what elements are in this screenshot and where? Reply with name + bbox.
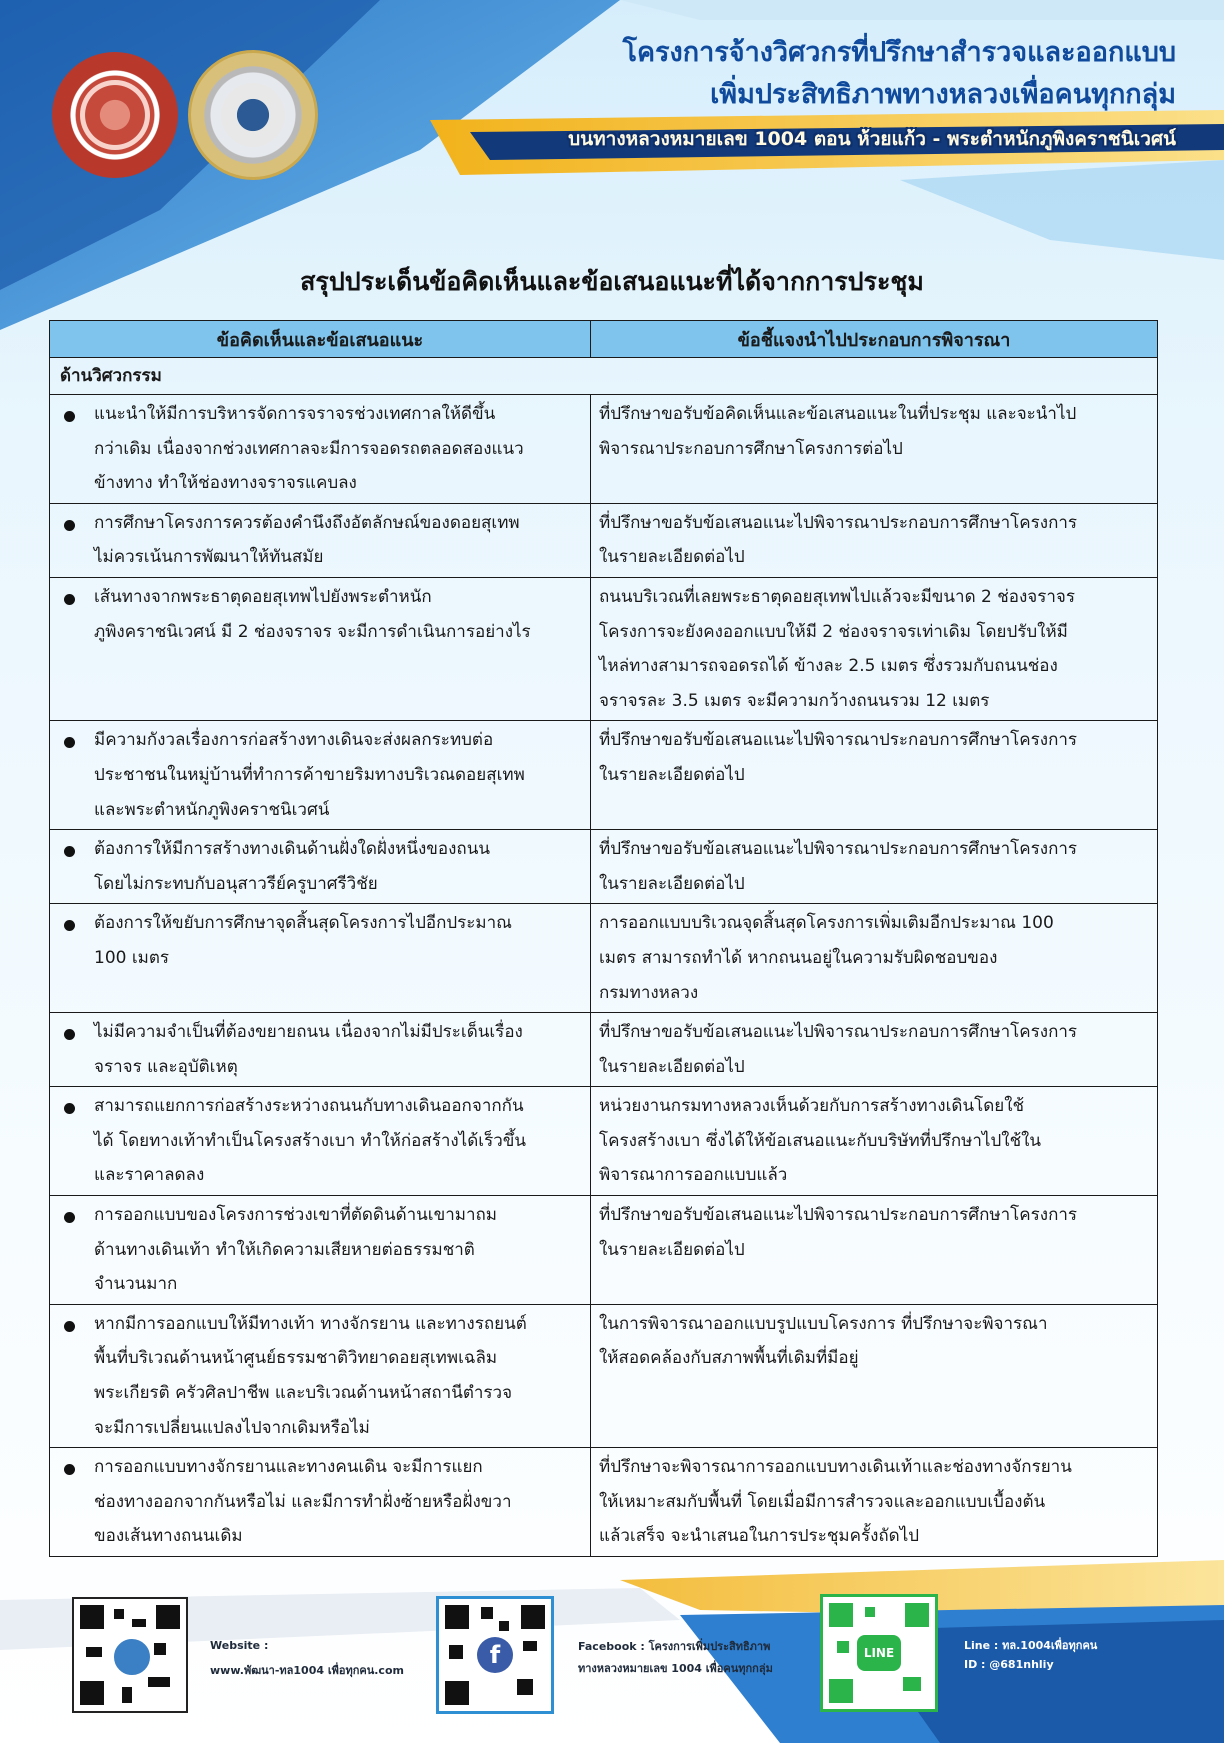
facebook-label: Facebook : โครงการเพิ่มประสิทธิภาพ (578, 1640, 771, 1653)
response-line: ที่ปรึกษาขอรับข้อเสนอแนะไปพิจารณาประกอบการศึกษาโครงการ (599, 1022, 1078, 1043)
response-line: ถนนบริเวณที่เลยพระธาตุดอยสุเทพไปแล้วจะมีขนาด 2 ช่องจราจร (599, 586, 1076, 607)
response-line: ในรายละเอียดต่อไป (599, 873, 745, 894)
comment-line: โดยไม่กระทบกับอนุสาวรีย์ครูบาศรีวิชัย (94, 873, 378, 894)
website-url[interactable]: www.พัฒนา-ทล1004 เพื่อทุกคน.com (210, 1664, 404, 1677)
response-cell (591, 577, 1158, 720)
response-cell (591, 1087, 1158, 1196)
department-seal-logo (52, 52, 178, 178)
response-cell (591, 1196, 1158, 1305)
comment-cell (50, 395, 591, 504)
response-line: การออกแบบบริเวณจุดสิ้นสุดโครงการเพิ่มเติมอีกประมาณ 100 (599, 913, 1054, 934)
comment-cell (50, 1013, 591, 1087)
table-row (50, 395, 1158, 504)
response-line: ในรายละเอียดต่อไป (599, 1056, 745, 1077)
comment-line: ข้างทาง ทำให้ช่องทางจราจรแคบลง (94, 473, 357, 494)
response-line: ในรายละเอียดต่อไป (599, 547, 745, 568)
comment-cell (50, 1196, 591, 1305)
document-heading: สรุปประเด็นข้อคิดเห็นและข้อเสนอแนะที่ได้จากการประชุม (300, 267, 924, 296)
comment-line: กว่าเดิม เนื่องจากช่วงเทศกาลจะมีการจอดรถตลอดสองแนว (94, 438, 524, 459)
line-label: Line : ทล.1004เพื่อทุกคน (964, 1639, 1098, 1652)
section-row (50, 358, 1158, 395)
bullet-icon (64, 920, 75, 931)
comment-line: และพระตำหนักภูพิงคราชนิเวศน์ (94, 799, 330, 820)
bullet-icon (64, 1212, 75, 1223)
comment-line: ประชาชนในหมู่บ้านที่ทำการค้าขายริมทางบริเวณดอยสุเทพ (94, 764, 525, 785)
facebook-icon: f (477, 1637, 513, 1673)
website-label: Website : (210, 1639, 269, 1652)
response-line: ในรายละเอียดต่อไป (599, 1239, 745, 1260)
bullet-icon (64, 846, 75, 857)
line-qr-code[interactable] (820, 1594, 938, 1712)
table-row (50, 577, 1158, 720)
response-line: ที่ปรึกษาขอรับข้อเสนอแนะไปพิจารณาประกอบการศึกษาโครงการ (599, 512, 1078, 533)
table-row (50, 904, 1158, 1013)
comment-cell (50, 1304, 591, 1447)
response-line: เมตร สามารถทำได้ หากถนนอยู่ในความรับผิดชอบของ (599, 947, 998, 968)
response-line: ที่ปรึกษาขอรับข้อเสนอแนะไปพิจารณาประกอบการศึกษาโครงการ (599, 839, 1078, 860)
summary-table (49, 320, 1158, 1557)
line-app-icon: LINE (857, 1635, 901, 1671)
response-line: ที่ปรึกษาจะพิจารณาการออกแบบทางเดินเท้าและช่องทางจักรยาน (599, 1457, 1072, 1478)
comment-line: จะมีการเปลี่ยนแปลงไปจากเดิมหรือไม่ (94, 1417, 370, 1438)
comment-line: แนะนำให้มีการบริหารจัดการจราจรช่วงเทศกาลให้ดีขึ้น (94, 404, 496, 424)
response-line: จราจรละ 3.5 เมตร จะมีความกว้างถนนรวม 12 เมตร (599, 690, 990, 711)
response-cell (591, 395, 1158, 504)
table-row (50, 830, 1158, 904)
bullet-icon (64, 520, 75, 531)
table-row (50, 1087, 1158, 1196)
comment-cell (50, 503, 591, 577)
response-line: ให้สอดคล้องกับสภาพพื้นที่เดิมที่มีอยู่ (599, 1348, 859, 1369)
response-line: แล้วเสร็จ จะนำเสนอในการประชุมครั้งถัดไป (599, 1526, 920, 1547)
table-header-row (50, 321, 1158, 358)
facebook-qr-code[interactable] (436, 1596, 554, 1714)
response-line: พิจารณาประกอบการศึกษาโครงการต่อไป (599, 438, 903, 459)
comment-line: ต้องการให้มีการสร้างทางเดินด้านฝั่งใดฝั่งหนึ่งของถนน (94, 839, 490, 860)
comment-line: และราคาลดลง (94, 1165, 205, 1186)
facebook-page-name[interactable]: ทางหลวงหมายเลข 1004 เพื่อคนทุกกลุ่ม (578, 1662, 773, 1675)
comment-line: ของเส้นทางถนนเดิม (94, 1526, 243, 1547)
comment-line: จำนวนมาก (94, 1274, 178, 1295)
comment-line: ได้ โดยทางเท้าทำเป็นโครงสร้างเบา ทำให้ก่อสร้างได้เร็วขึ้น (94, 1130, 526, 1151)
comment-cell (50, 577, 591, 720)
bullet-icon (64, 737, 75, 748)
response-line: ที่ปรึกษาขอรับข้อเสนอแนะไปพิจารณาประกอบการศึกษาโครงการ (599, 730, 1078, 751)
response-cell (591, 721, 1158, 830)
response-line: พิจารณาการออกแบบแล้ว (599, 1165, 788, 1186)
table-row (50, 1196, 1158, 1305)
project-title-line2: เพิ่มประสิทธิภาพทางหลวงเพื่อคนทุกกลุ่ม (710, 79, 1176, 110)
response-cell (591, 1448, 1158, 1557)
response-cell (591, 1304, 1158, 1447)
comment-line: หากมีการออกแบบให้มีทางเท้า ทางจักรยาน และทางรถยนต์ (94, 1313, 527, 1334)
response-line: ในรายละเอียดต่อไป (599, 764, 745, 785)
response-line: ที่ปรึกษาขอรับข้อเสนอแนะไปพิจารณาประกอบการศึกษาโครงการ (599, 1205, 1078, 1226)
comment-line: เส้นทางจากพระธาตุดอยสุเทพไปยังพระตำหนัก (94, 586, 432, 607)
comment-line: การศึกษาโครงการควรต้องคำนึงถึงอัตลักษณ์ของดอยสุเทพ (94, 512, 520, 533)
highways-department-logo (188, 50, 318, 180)
comment-line: พื้นที่บริเวณด้านหน้าศูนย์ธรรมชาติวิทยาดอยสุเทพเฉลิม (94, 1348, 498, 1369)
table-row (50, 721, 1158, 830)
table-row (50, 1448, 1158, 1557)
website-qr-code[interactable] (72, 1597, 188, 1713)
response-cell (591, 503, 1158, 577)
comment-cell (50, 1448, 591, 1557)
bullet-icon (64, 594, 75, 605)
comment-line: ภูพิงคราชนิเวศน์ มี 2 ช่องจราจร จะมีการดำเนินการอย่างไร (94, 621, 531, 642)
summary-table-container (49, 320, 1157, 1557)
bullet-icon (64, 1464, 75, 1475)
section-label: ด้านวิศวกรรม (50, 358, 1158, 395)
bullet-icon (64, 1029, 75, 1040)
bullet-icon (64, 1321, 75, 1332)
comment-cell (50, 904, 591, 1013)
bullet-icon (64, 1103, 75, 1114)
comment-line: 100 เมตร (94, 947, 170, 968)
comment-cell (50, 721, 591, 830)
comment-line: ไม่ควรเน้นการพัฒนาให้ทันสมัย (94, 547, 324, 568)
comment-line: การออกแบบของโครงการช่วงเขาที่ตัดดินด้านเขามาถม (94, 1205, 498, 1226)
response-line: ที่ปรึกษาขอรับข้อคิดเห็นและข้อเสนอแนะในที่ประชุม และจะนำไป (599, 404, 1077, 424)
column-header-comments: ข้อคิดเห็นและข้อเสนอแนะ (50, 321, 591, 358)
comment-line: มีความกังวลเรื่องการก่อสร้างทางเดินจะส่งผลกระทบต่อ (94, 730, 494, 751)
response-cell (591, 830, 1158, 904)
response-line: กรมทางหลวง (599, 982, 699, 1003)
table-row (50, 1304, 1158, 1447)
bullet-icon (64, 411, 75, 422)
table-row (50, 503, 1158, 577)
response-cell (591, 1013, 1158, 1087)
comment-line: ไม่มีความจำเป็นที่ต้องขยายถนน เนื่องจากไม่มีประเด็นเรื่อง (94, 1022, 523, 1043)
response-cell (591, 904, 1158, 1013)
comment-line: ช่องทางออกจากกันหรือไม่ และมีการทำฝั่งซ้ายหรือฝั่งขวา (94, 1491, 512, 1512)
project-subtitle: บนทางหลวงหมายเลข 1004 ตอน ห้วยแก้ว - พระตำหนักภูพิงคราชนิเวศน์ (568, 128, 1176, 150)
comment-line: สามารถแยกการก่อสร้างระหว่างถนนกับทางเดินออกจากกัน (94, 1096, 524, 1117)
response-line: หน่วยงานกรมทางหลวงเห็นด้วยกับการสร้างทางเดินโดยใช้ (599, 1096, 1025, 1117)
response-line: โครงสร้างเบา ซึ่งได้ให้ข้อเสนอแนะกับบริษัทที่ปรึกษาไปใช้ใน (599, 1130, 1042, 1151)
column-header-responses: ข้อชี้แจงนำไปประกอบการพิจารณา (591, 321, 1158, 358)
comment-line: ด้านทางเดินเท้า ทำให้เกิดความเสียหายต่อธรรมชาติ (94, 1239, 475, 1260)
table-row (50, 1013, 1158, 1087)
comment-line: ต้องการให้ขยับการศึกษาจุดสิ้นสุดโครงการไปอีกประมาณ (94, 913, 512, 934)
project-title-line1: โครงการจ้างวิศวกรที่ปรึกษาสำรวจและออกแบบ (622, 37, 1176, 68)
comment-line: จราจร และอุบัติเหตุ (94, 1056, 238, 1077)
line-id[interactable]: ID : @681nhliy (964, 1658, 1054, 1671)
response-line: ให้เหมาะสมกับพื้นที่ โดยเมื่อมีการสำรวจและออกแบบเบื้องต้น (599, 1491, 1046, 1512)
response-line: โครงการจะยังคงออกแบบให้มี 2 ช่องจราจรเท่าเดิม โดยปรับให้มี (599, 621, 1068, 642)
globe-icon (112, 1637, 152, 1677)
comment-cell (50, 830, 591, 904)
comment-line: พระเกียรติ ครัวศิลปาชีพ และบริเวณด้านหน้าสถานีตำรวจ (94, 1383, 513, 1404)
comment-line: การออกแบบทางจักรยานและทางคนเดิน จะมีการแยก (94, 1457, 483, 1478)
response-line: ไหล่ทางสามารถจอดรถได้ ข้างละ 2.5 เมตร ซึ่งรวมกับถนนช่อง (599, 656, 1058, 677)
comment-cell (50, 1087, 591, 1196)
response-line: ในการพิจารณาออกแบบรูปแบบโครงการ ที่ปรึกษาจะพิจารณา (599, 1313, 1048, 1334)
